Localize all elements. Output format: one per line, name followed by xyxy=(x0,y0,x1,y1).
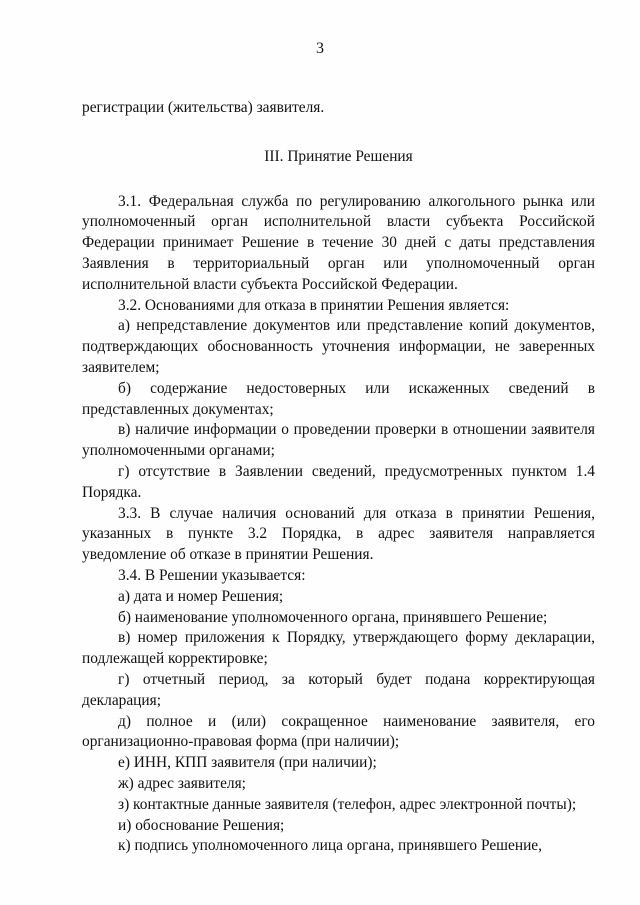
paragraph-3-2-b: б) содержание недостоверных или искаженных сведений в представленных документах; xyxy=(82,379,595,418)
paragraph-3-2: 3.2. Основаниями для отказа в принятии Решения является: xyxy=(118,296,510,314)
paragraph-3-2-v: в) наличие информации о проведении проверки в отношении заявителя уполномоченными органами; xyxy=(82,421,595,460)
continuation-text: регистрации (жительства) заявителя. xyxy=(82,99,325,116)
paragraph-3-4-e: е) ИНН, КПП заявителя (при наличии); xyxy=(118,754,377,772)
paragraph-3-4-z: з) контактные данные заявителя (телефон, адрес электронной почты); xyxy=(118,795,577,813)
paragraph-3-4: 3.4. В Решении указывается: xyxy=(118,566,306,584)
paragraph-3-4-zh: ж) адрес заявителя; xyxy=(118,774,246,792)
paragraph-3-4-d: д) полное и (или) сокращенное наименование заявителя, его организационно-правовая форма (при наличии); xyxy=(82,712,595,751)
paragraph-3-2-a: а) непредставление документов или представление копий документов, подтверждающих обоснованность уточнения информации, не заверенных заявителем; xyxy=(82,317,595,376)
page-number: 3 xyxy=(316,40,324,57)
paragraph-3-2-g: г) отсутствие в Заявлении сведений, предусмотренных пунктом 1.4 Порядка. xyxy=(82,462,595,501)
section-title: III. Принятие Решения xyxy=(264,147,413,165)
paragraph-3-1: 3.1. Федеральная служба по регулированию алкогольного рынка или уполномоченный орган исполнительной власти субъекта Российской Федерации принимает Решение в течение 30 дней с даты представления Заявления в территориальный орган или уполномоченный орган исполнительной власти субъекта Российской Федерации. xyxy=(82,192,595,293)
paragraph-3-4-i: и) обоснование Решения; xyxy=(118,816,285,834)
paragraph-3-4-v: в) номер приложения к Порядку, утверждающего форму декларации, подлежащей корректировке; xyxy=(82,629,595,668)
paragraph-3-4-a: а) дата и номер Решения; xyxy=(118,587,284,605)
paragraph-3-3: 3.3. В случае наличия оснований для отказа в принятии Решения, указанных в пункте 3.2 Порядка, в адрес заявителя направляется уведомление об отказе в принятии Решения. xyxy=(82,504,595,564)
paragraph-3-4-g: г) отчетный период, за который будет подана корректирующая декларация; xyxy=(82,670,595,709)
paragraph-3-4-b: б) наименование уполномоченного органа, принявшего Решение; xyxy=(118,608,548,626)
paragraph-3-4-k: к) подпись уполномоченного лица органа, принявшего Решение, xyxy=(118,837,542,855)
document-body xyxy=(82,98,595,857)
